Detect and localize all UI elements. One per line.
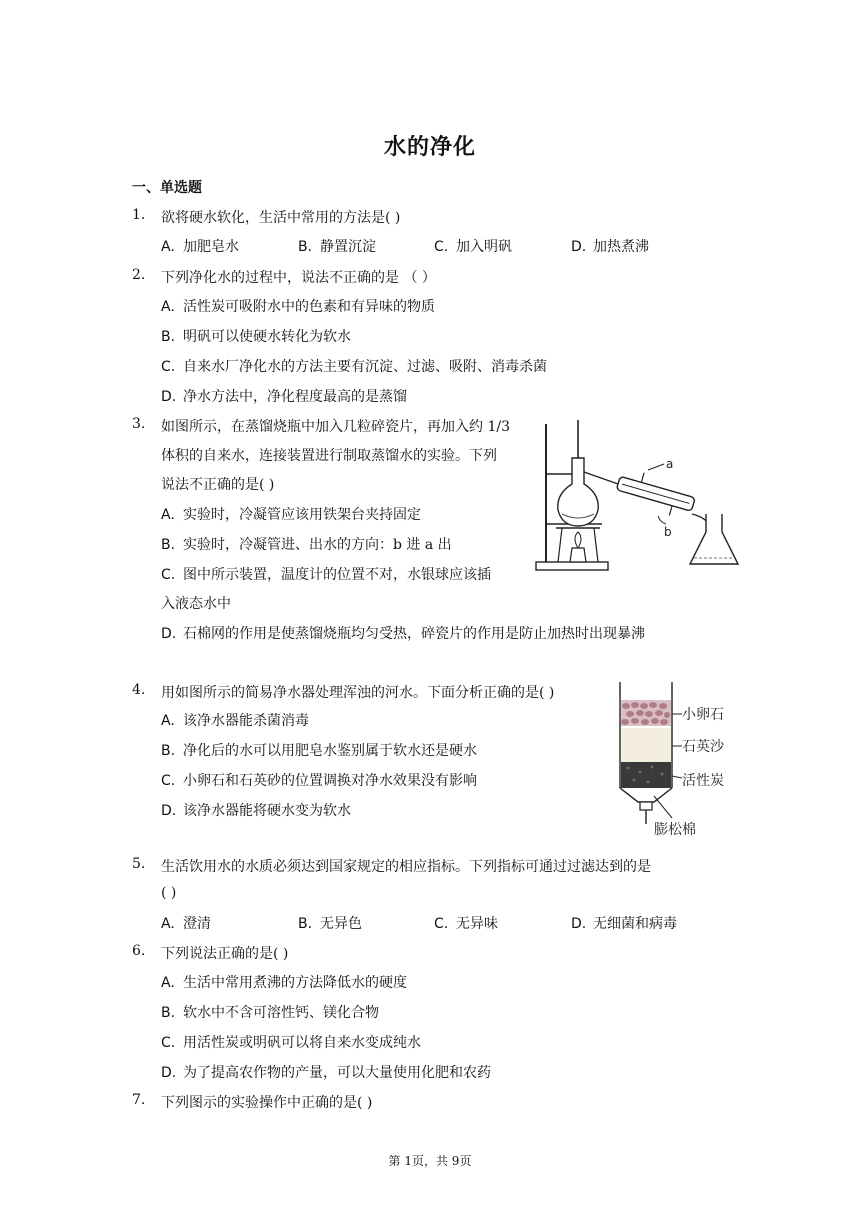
q5-option-a [161, 913, 211, 933]
q6-option-b [161, 1002, 379, 1022]
option-letter: B. [161, 743, 176, 759]
question-3-text-line: 如图所示，在蒸馏烧瓶中加入几粒碎瓷片，再加入约 1/3 [161, 419, 510, 435]
question-number: 6. [132, 943, 146, 959]
option-text: 为了提高农作物的产量，可以大量使用化肥和农药 [183, 1065, 491, 1081]
question-6-text: 下列说法正确的是( ) [161, 946, 289, 962]
option-letter: D. [161, 626, 177, 642]
q6-option-a [161, 972, 407, 992]
option-text: 用活性炭或明矾可以将自来水变成纯水 [183, 1035, 421, 1051]
option-text: 小卵石和石英砂的位置调换对净水效果没有影响 [183, 773, 477, 789]
option-letter: A. [161, 299, 175, 315]
option-text: 生活中常用煮沸的方法降低水的硬度 [183, 975, 407, 991]
option-letter: A. [161, 975, 175, 991]
option-text: 无异色 [320, 916, 362, 932]
question-3-text-line: 说法不正确的是( ) [161, 477, 275, 493]
option-text: 活性炭可吸附水中的色素和有异味的物质 [183, 299, 435, 315]
question-3-text-line: 体积的自来水，连接装置进行制取蒸馏水的实验。下列 [161, 448, 497, 464]
water-purifier-figure [614, 678, 736, 842]
option-letter: B. [161, 329, 176, 345]
q2-option-d [161, 386, 407, 406]
question-number: 4. [132, 682, 146, 698]
page-title: 水的净化 [383, 134, 476, 160]
option-letter: C. [161, 1035, 176, 1051]
figure-label-a: a [666, 457, 674, 471]
question-5-text: 生活饮用水的水质必须达到国家规定的相应指标。下列指标可通过过滤达到的是 [161, 859, 651, 875]
distillation-apparatus-figure [532, 414, 744, 576]
option-text: 加肥皂水 [183, 239, 239, 255]
option-text: 澄清 [183, 916, 211, 932]
question-number: 7. [132, 1092, 146, 1108]
question-7-text: 下列图示的实验操作中正确的是( ) [161, 1095, 373, 1111]
q1-option-c [434, 236, 512, 256]
option-text: 该净水器能将硬水变为软水 [183, 803, 351, 819]
option-letter: D. [161, 389, 177, 405]
q3-option-c-continued: 入液态水中 [161, 596, 231, 612]
q3-option-b [161, 534, 452, 554]
option-text: 加入明矾 [456, 239, 512, 255]
option-text: 静置沉淀 [320, 239, 376, 255]
option-letter: A. [161, 239, 175, 255]
option-text: 加热煮沸 [593, 239, 649, 255]
question-1-text: 欲将硬水软化，生活中常用的方法是( ) [161, 210, 401, 226]
option-text: 图中所示装置，温度计的位置不对，水银球应该插 [183, 567, 491, 583]
q2-option-a [161, 296, 435, 316]
q5-option-c [434, 913, 498, 933]
option-letter: D. [161, 803, 177, 819]
q2-option-b [161, 326, 351, 346]
option-letter: B. [161, 537, 176, 553]
q4-option-c [161, 770, 477, 790]
question-number: 5. [132, 856, 146, 872]
q4-option-a [161, 710, 309, 730]
option-letter: A. [161, 713, 175, 729]
q3-option-c [161, 564, 491, 584]
q5-option-b [298, 913, 362, 933]
q6-option-c [161, 1032, 421, 1052]
option-text: 无细菌和病毒 [593, 916, 677, 932]
figure-label-quartz-sand: 石英沙 [682, 739, 724, 755]
option-text: 软水中不含可溶性钙、镁化合物 [183, 1005, 379, 1021]
option-letter: A. [161, 916, 175, 932]
section-heading: 一、单选题 [132, 180, 202, 196]
option-letter: C. [434, 239, 449, 255]
question-number: 2. [132, 267, 146, 283]
option-text: 石棉网的作用是使蒸馏烧瓶均匀受热，碎瓷片的作用是防止加热时出现暴沸 [183, 626, 645, 642]
q4-option-d [161, 800, 351, 820]
option-text: 净水方法中，净化程度最高的是蒸馏 [183, 389, 407, 405]
option-letter: C. [161, 567, 176, 583]
figure-label-activated-carbon: 活性炭 [682, 773, 724, 789]
option-text: 实验时，冷凝管应该用铁架台夹持固定 [183, 507, 421, 523]
question-4-text: 用如图所示的简易净水器处理浑浊的河水。下面分析正确的是( ) [161, 685, 555, 701]
q3-option-a [161, 504, 421, 524]
option-letter: C. [161, 359, 176, 375]
question-number: 1. [132, 207, 146, 223]
option-letter: D. [161, 1065, 177, 1081]
q5-option-d [571, 913, 677, 933]
question-number: 3. [132, 416, 146, 432]
option-letter: A. [161, 507, 175, 523]
option-letter: C. [434, 916, 449, 932]
q2-option-c [161, 356, 547, 376]
option-letter: D. [571, 239, 587, 255]
option-letter: D. [571, 916, 587, 932]
q4-option-b [161, 740, 477, 760]
option-text: 净化后的水可以用肥皂水鉴别属于软水还是硬水 [183, 743, 477, 759]
question-2-text: 下列净化水的过程中，说法不正确的是 （ ） [161, 270, 436, 286]
option-letter: B. [161, 1005, 176, 1021]
figure-label-b: b [664, 525, 672, 539]
page-footer: 第 1页，共 9页 [388, 1154, 472, 1168]
option-letter: C. [161, 773, 176, 789]
option-text: 无异味 [456, 916, 498, 932]
option-text: 明矾可以使硬水转化为软水 [183, 329, 351, 345]
question-5-text-cont: ( ) [161, 885, 177, 901]
option-text: 自来水厂净化水的方法主要有沉淀、过滤、吸附、消毒杀菌 [183, 359, 547, 375]
q3-option-d [161, 623, 645, 643]
q1-option-d [571, 236, 649, 256]
option-text: 该净水器能杀菌消毒 [183, 713, 309, 729]
q1-option-b [298, 236, 376, 256]
figure-label-cotton: 膨松棉 [654, 822, 696, 838]
figure-label-pebbles: 小卵石 [682, 707, 724, 723]
option-letter: B. [298, 239, 313, 255]
option-letter: B. [298, 916, 313, 932]
q1-option-a [161, 236, 239, 256]
q6-option-d [161, 1062, 491, 1082]
option-text: 实验时，冷凝管进、出水的方向：b 进 a 出 [183, 537, 452, 553]
